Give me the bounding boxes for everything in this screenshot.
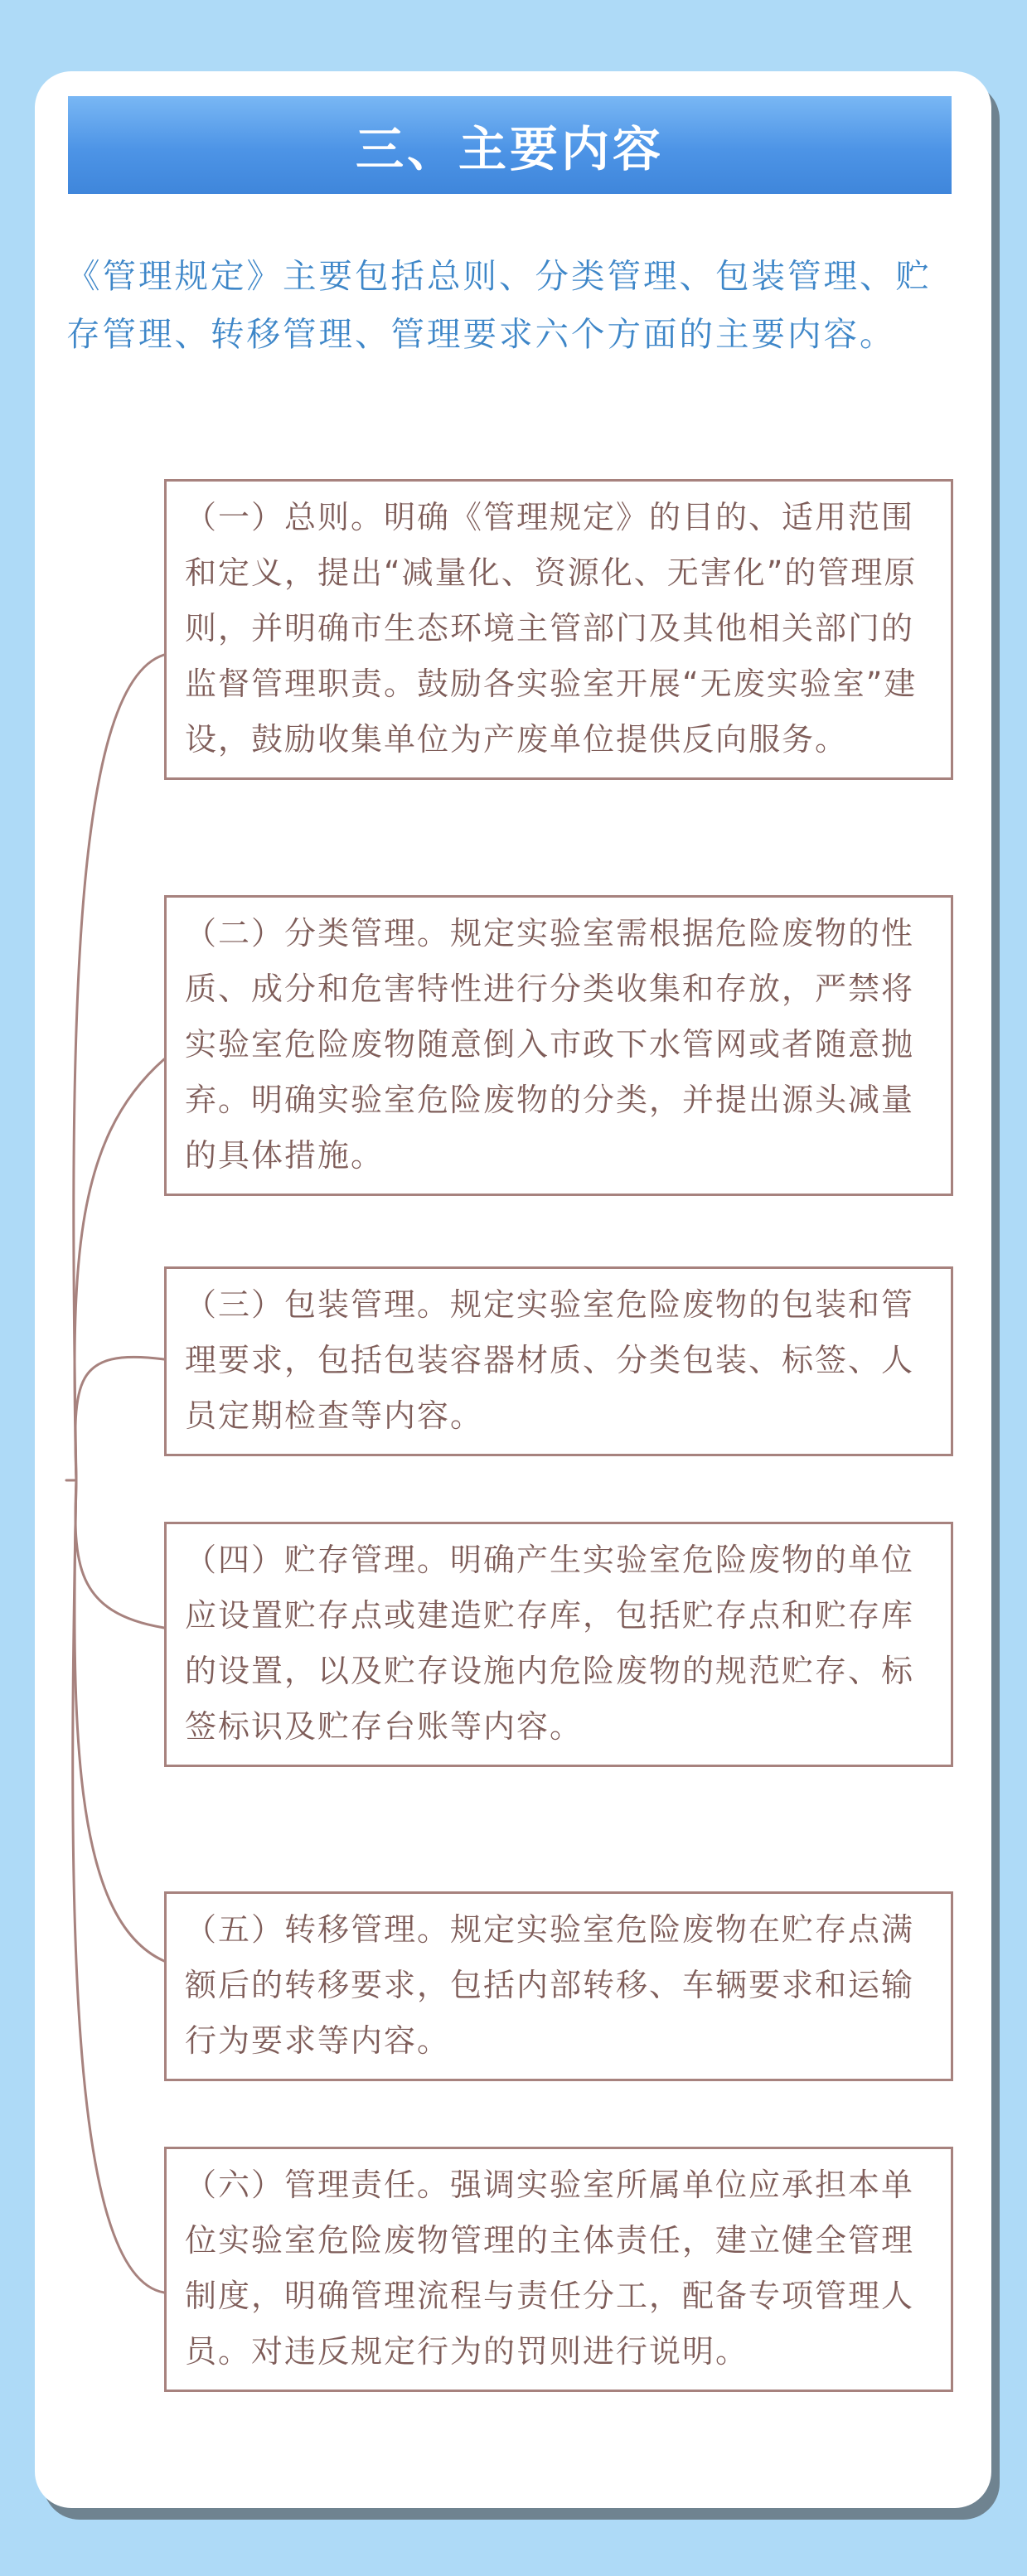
connector-line-3 xyxy=(75,1357,164,1480)
connector-line-6 xyxy=(73,1480,164,2293)
item-management-responsibility: （六）管理责任。强调实验室所属单位应承担本单位实验室危险废物管理的主体责任，建立健全管理制度，明确管理流程与责任分工，配备专项管理人员。对违反规定行为的罚则进行说明。 xyxy=(164,2147,953,2392)
content-card xyxy=(35,71,991,2508)
intro-paragraph: 《管理规定》主要包括总则、分类管理、包装管理、贮存管理、转移管理、管理要求六个方面的主要内容。 xyxy=(66,256,932,354)
connector-line-2 xyxy=(75,1059,164,1480)
item-transfer-management: （五）转移管理。规定实验室危险废物在贮存点满额后的转移要求，包括内部转移、车辆要求和运输行为要求等内容。 xyxy=(164,1891,953,2081)
item-storage-management: （四）贮存管理。明确产生实验室危险废物的单位应设置贮存点或建造贮存库，包括贮存点和贮存库的设置，以及贮存设施内危险废物的规范贮存、标签标识及贮存台账等内容。 xyxy=(164,1522,953,1767)
item-packaging-management: （三）包装管理。规定实验室危险废物的包装和管理要求，包括包装容器材质、分类包装、标签、人员定期检查等内容。 xyxy=(164,1266,953,1456)
item-general-provisions: （一）总则。明确《管理规定》的目的、适用范围和定义，提出“减量化、资源化、无害化”的管理原则，并明确市生态环境主管部门及其他相关部门的监督管理职责。鼓励各实验室开展“无废实验室”建设，鼓励收集单位为产废单位提供反向服务。 xyxy=(164,479,953,780)
connector-line-1 xyxy=(74,655,164,1480)
section-title: 三、主要内容 xyxy=(355,121,664,177)
section-banner xyxy=(68,96,952,194)
connector-line-5 xyxy=(75,1480,164,1961)
item-classification-management: （二）分类管理。规定实验室需根据危险废物的性质、成分和危害特性进行分类收集和存放，严禁将实验室危险废物随意倒入市政下水管网或者随意抛弃。明确实验室危险废物的分类，并提出源头减量的具体措施。 xyxy=(164,895,953,1196)
connector-line-4 xyxy=(75,1480,164,1628)
